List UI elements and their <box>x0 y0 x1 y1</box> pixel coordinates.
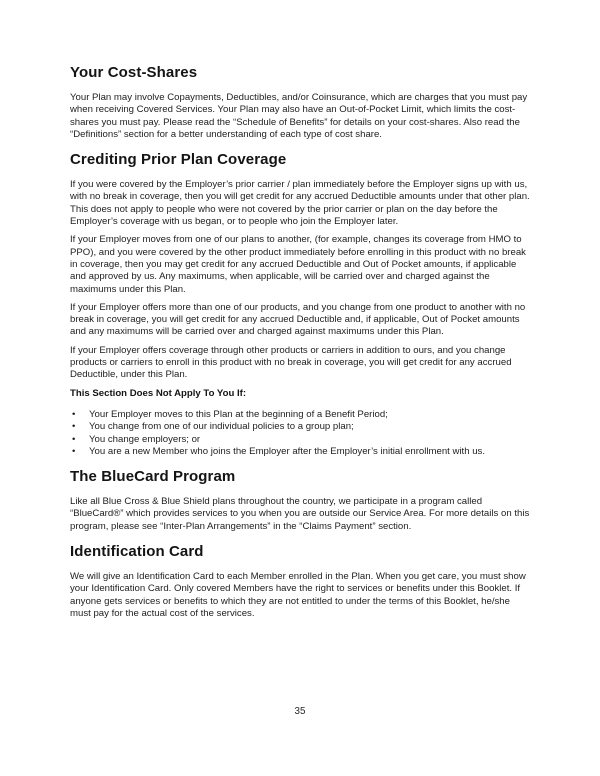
paragraph: We will give an Identification Card to each Member enrolled in the Plan. When you get care, you must show your Identification Card. Only covered Members have the right to services or benefits under this Booklet. If anyone gets services or benefits to which they are not entitled to under the terms of this Booklet, he/she must pay for the actual cost of the services. <box>70 571 526 619</box>
section-heading: Crediting Prior Plan Coverage <box>70 151 287 169</box>
document-page <box>70 64 530 626</box>
section-your-cost-shares <box>70 64 530 141</box>
paragraph: Your Plan may involve Copayments, Deductibles, and/or Coinsurance, which are charges that you must pay when receiving Covered Services. Your Plan may also have an Out-of-Pocket Limit, which limits the cost-shares you must pay. Please read the “Schedule of Benefits” for details on your cost-shares. Also read the “Definitions” section for a better understanding of each type of cost share. <box>70 92 528 140</box>
page-number: 35 <box>294 706 306 717</box>
section-heading: The BlueCard Program <box>70 468 236 486</box>
paragraph: Like all Blue Cross & Blue Shield plans throughout the country, we participate in a program called “BlueCard®” which provides services to you when you are outside our Service Area. For more details on this program, please see “Inter-Plan Arrangements” in the “Claims Payment” section. <box>70 496 530 532</box>
paragraph: If your Employer moves from one of our plans to another, (for example, changes its coverage from HMO to PPO), and you were covered by the other product immediately before enrolling in this product with no break in coverage, then you may get credit for any accrued Deductible and Out of Pocket amounts, if applicable and approved by us. Any maximums, when applicable, will be carried over and charged against the maximums under this Plan. <box>70 234 526 295</box>
bullet-list <box>70 409 530 458</box>
list-item: • You change from one of our individual policies to a group plan; <box>70 421 530 433</box>
paragraph: If your Employer offers more than one of our products, and you change from one product to another with no break in coverage, you will get credit for any accrued Deductible and, if applicable, Out of Pocket amounts and any maximums will be carried over and charged against maximums under this Plan. <box>70 301 526 338</box>
section-heading: Your Cost-Shares <box>70 64 198 81</box>
section-heading: Identification Card <box>70 543 204 561</box>
paragraph: If you were covered by the Employer’s prior carrier / plan immediately before the Employer signs up with us, with no break in coverage, then you will get credit for any accrued Deductible amounts under that other plan. This does not apply to people who were not covered by the prior carrier or plan on the day before the Employer’s coverage with us began, or to people who join the Employer later. <box>70 179 530 228</box>
section-crediting-prior-plan-coverage <box>70 151 530 458</box>
list-item: • You are a new Member who joins the Employer after the Employer’s initial enrollment with us. <box>70 446 530 458</box>
section-identification-card <box>70 543 530 620</box>
list-item: • Your Employer moves to this Plan at the beginning of a Benefit Period; <box>70 409 530 421</box>
section-bluecard-program <box>70 468 530 533</box>
sub-heading: This Section Does Not Apply To You If: <box>70 387 247 399</box>
list-item: • You change employers; or <box>70 434 530 446</box>
paragraph: If your Employer offers coverage through other products or carriers in addition to ours, and you change products or carriers to enroll in this product with no break in coverage, you will get credit for any accrued Deductible, under this Plan. <box>70 344 512 381</box>
